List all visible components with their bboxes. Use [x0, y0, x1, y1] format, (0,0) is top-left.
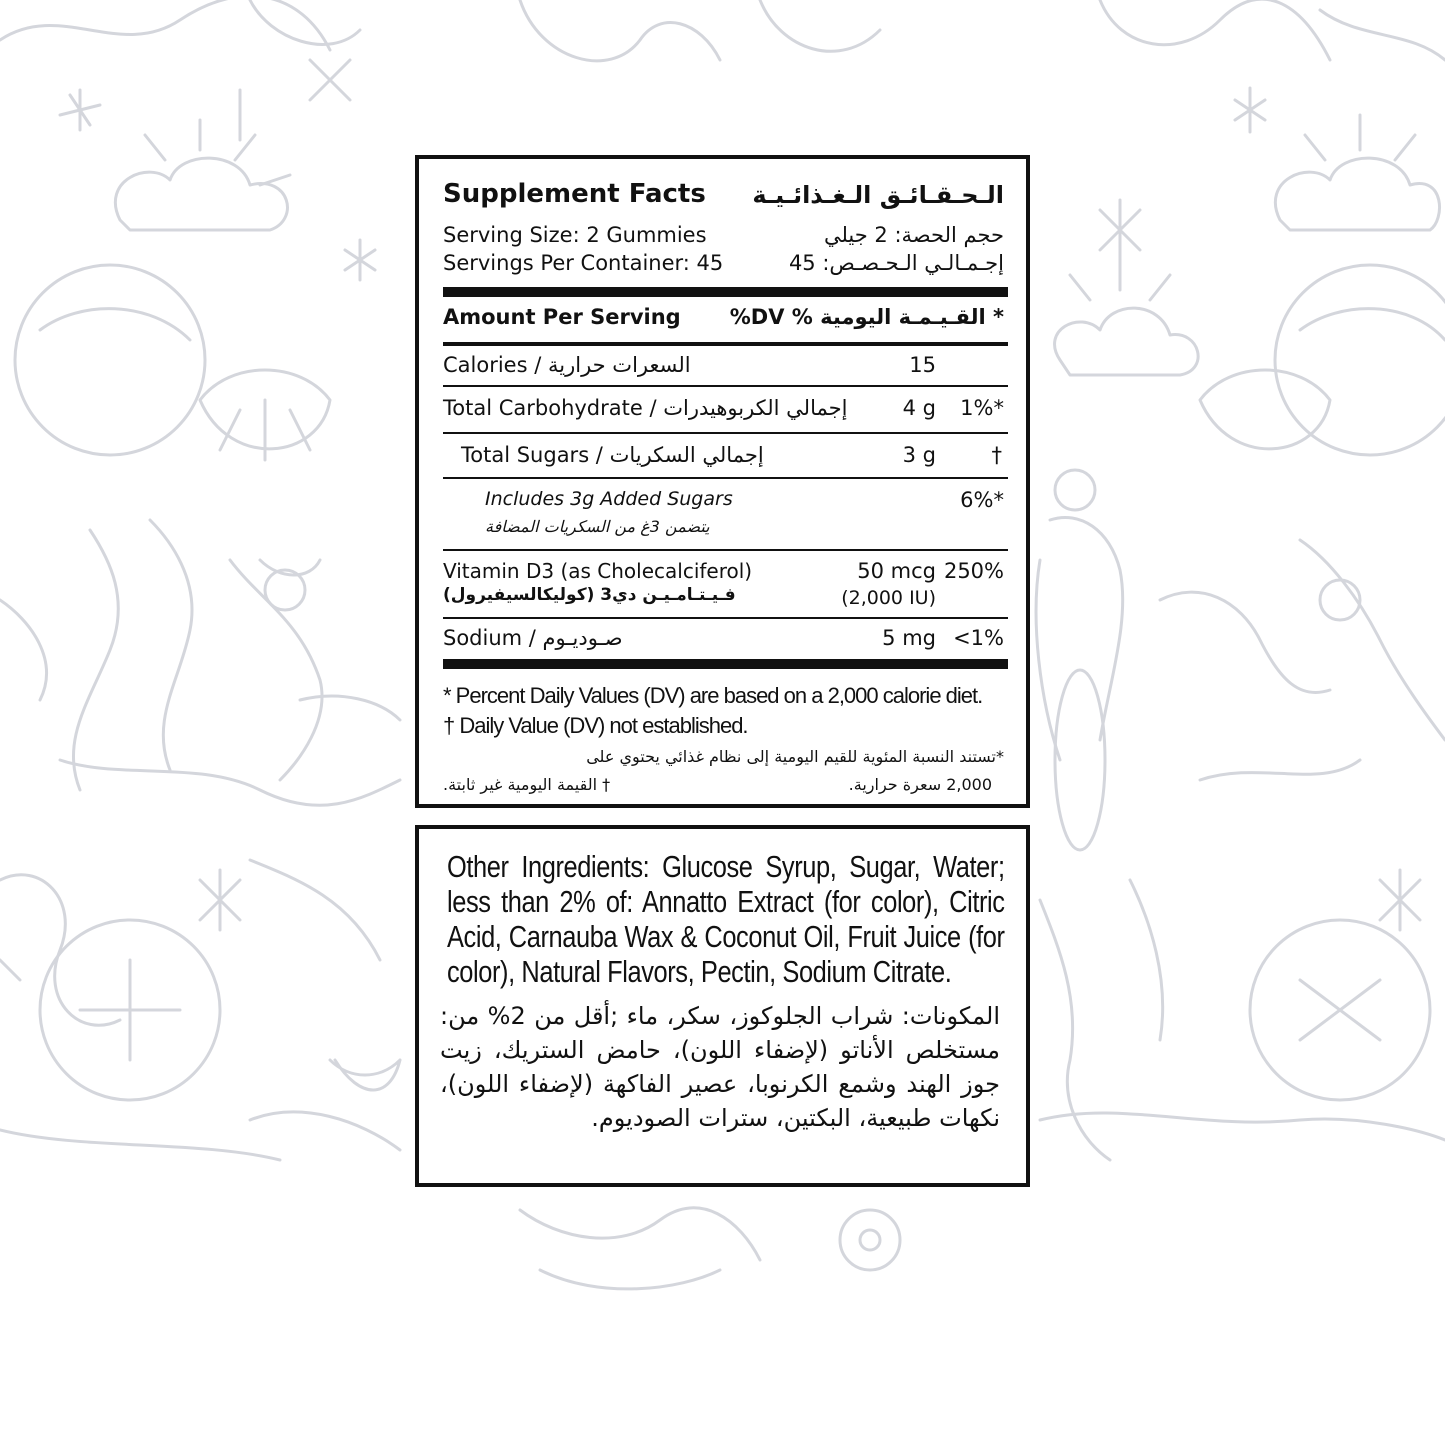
servings-per-container-ar: إجـمـالـي الـحـصـص: 45: [788, 251, 1004, 275]
footnote-ar-dv-basis: *تستند النسبة المئوية للقيم اليومية إلى نظام غذائي يحتوي على: [586, 747, 1004, 766]
nutrient-name-sodium: Sodium / صـوديـوم: [443, 626, 623, 650]
nutrient-amount-carbohydrate: 4 g: [902, 396, 936, 420]
nutrient-amount-sugars: 3 g: [902, 443, 936, 467]
nutrient-name-sugars: Total Sugars / إجمالي السكريات: [461, 443, 764, 467]
nutrient-amount-calories: 15: [909, 353, 936, 377]
row-divider: [443, 385, 1008, 387]
nutrient-name-calories: Calories / السعرات حرارية: [443, 353, 691, 377]
row-divider: [443, 477, 1008, 479]
other-ingredients-ar: المكونات: شراب الجلوكوز، سكر، ماء ;أقل من 2% من: مستخلص الأناتو (لإضفاء اللون)، حامض الستريك، زيت جوز الهند وشمع الكرنوبا، عصير الفاكهة (لإضفاء اللون)، نكهات طبيعية، البكتين، سترات الصوديوم.: [440, 1002, 1000, 1132]
serving-size-en: Serving Size: 2 Gummies: [443, 223, 707, 247]
thick-divider-bottom: [443, 659, 1008, 669]
ingredients-panel: [415, 825, 1030, 1187]
nutrient-amount-vitamin-d3: 50 mcg: [857, 559, 936, 583]
nutrient-name-added-sugars-ar: يتضمن 3غ من السكريات المضافة: [485, 517, 710, 536]
row-divider: [443, 549, 1008, 551]
footnote-dv-not-established: † Daily Value (DV) not established.: [443, 713, 748, 738]
medium-divider: [443, 342, 1008, 346]
other-ingredients-en: Other Ingredients: Glucose Syrup, Sugar, Water; less than 2% of: Annatto Extract (for color), Citric Acid, Carnauba Wax & Coconut Oil, Fruit Juice (for color), Natural Flavors, Pectin, Sodium Citrate.: [447, 849, 1005, 989]
nutrient-name-added-sugars: Includes 3g Added Sugars: [485, 488, 733, 510]
nutrient-dv-sugars: †: [991, 443, 1002, 467]
nutrient-name-vitamin-d3-ar: فـيـتـامـيـن دي3 (كوليكالسيفيرول): [443, 585, 736, 605]
row-divider: [443, 617, 1008, 619]
thick-divider-top: [443, 287, 1008, 297]
nutrient-dv-vitamin-d3: 250%: [943, 559, 1004, 583]
servings-per-container-en: Servings Per Container: 45: [443, 251, 724, 275]
nutrient-dv-added-sugars: 6%*: [960, 488, 1004, 512]
footnote-ar-dv-not-established: † القيمة اليومية غير ثابتة.: [443, 775, 611, 794]
nutrient-dv-carbohydrate: 1%*: [960, 396, 1004, 420]
serving-size-ar: حجم الحصة: 2 جيلي: [823, 223, 1004, 247]
amount-per-serving-header: Amount Per Serving: [443, 305, 681, 329]
nutrient-name-carbohydrate: Total Carbohydrate / إجمالي الكربوهيدرات: [443, 396, 848, 420]
facts-title-en: Supplement Facts: [443, 179, 706, 209]
supplement-facts-panel: [415, 155, 1030, 808]
facts-title-ar: الـحـقـائـق الـغـذائـيـة: [752, 181, 1004, 209]
row-divider: [443, 432, 1008, 434]
nutrient-name-vitamin-d3: Vitamin D3 (as Cholecalciferol): [443, 559, 753, 583]
footnote-ar-calories: 2,000 سعرة حرارية.: [848, 775, 992, 794]
nutrient-amount-vitamin-d3-iu: (2,000 IU): [841, 587, 936, 609]
nutrient-amount-sodium: 5 mg: [882, 626, 936, 650]
nutrient-dv-sodium: <1%: [953, 626, 1004, 650]
footnote-dv-basis: * Percent Daily Values (DV) are based on a 2,000 calorie diet.: [443, 683, 983, 708]
daily-value-header: * القـيـمـة اليومية % DV%: [729, 305, 1004, 329]
